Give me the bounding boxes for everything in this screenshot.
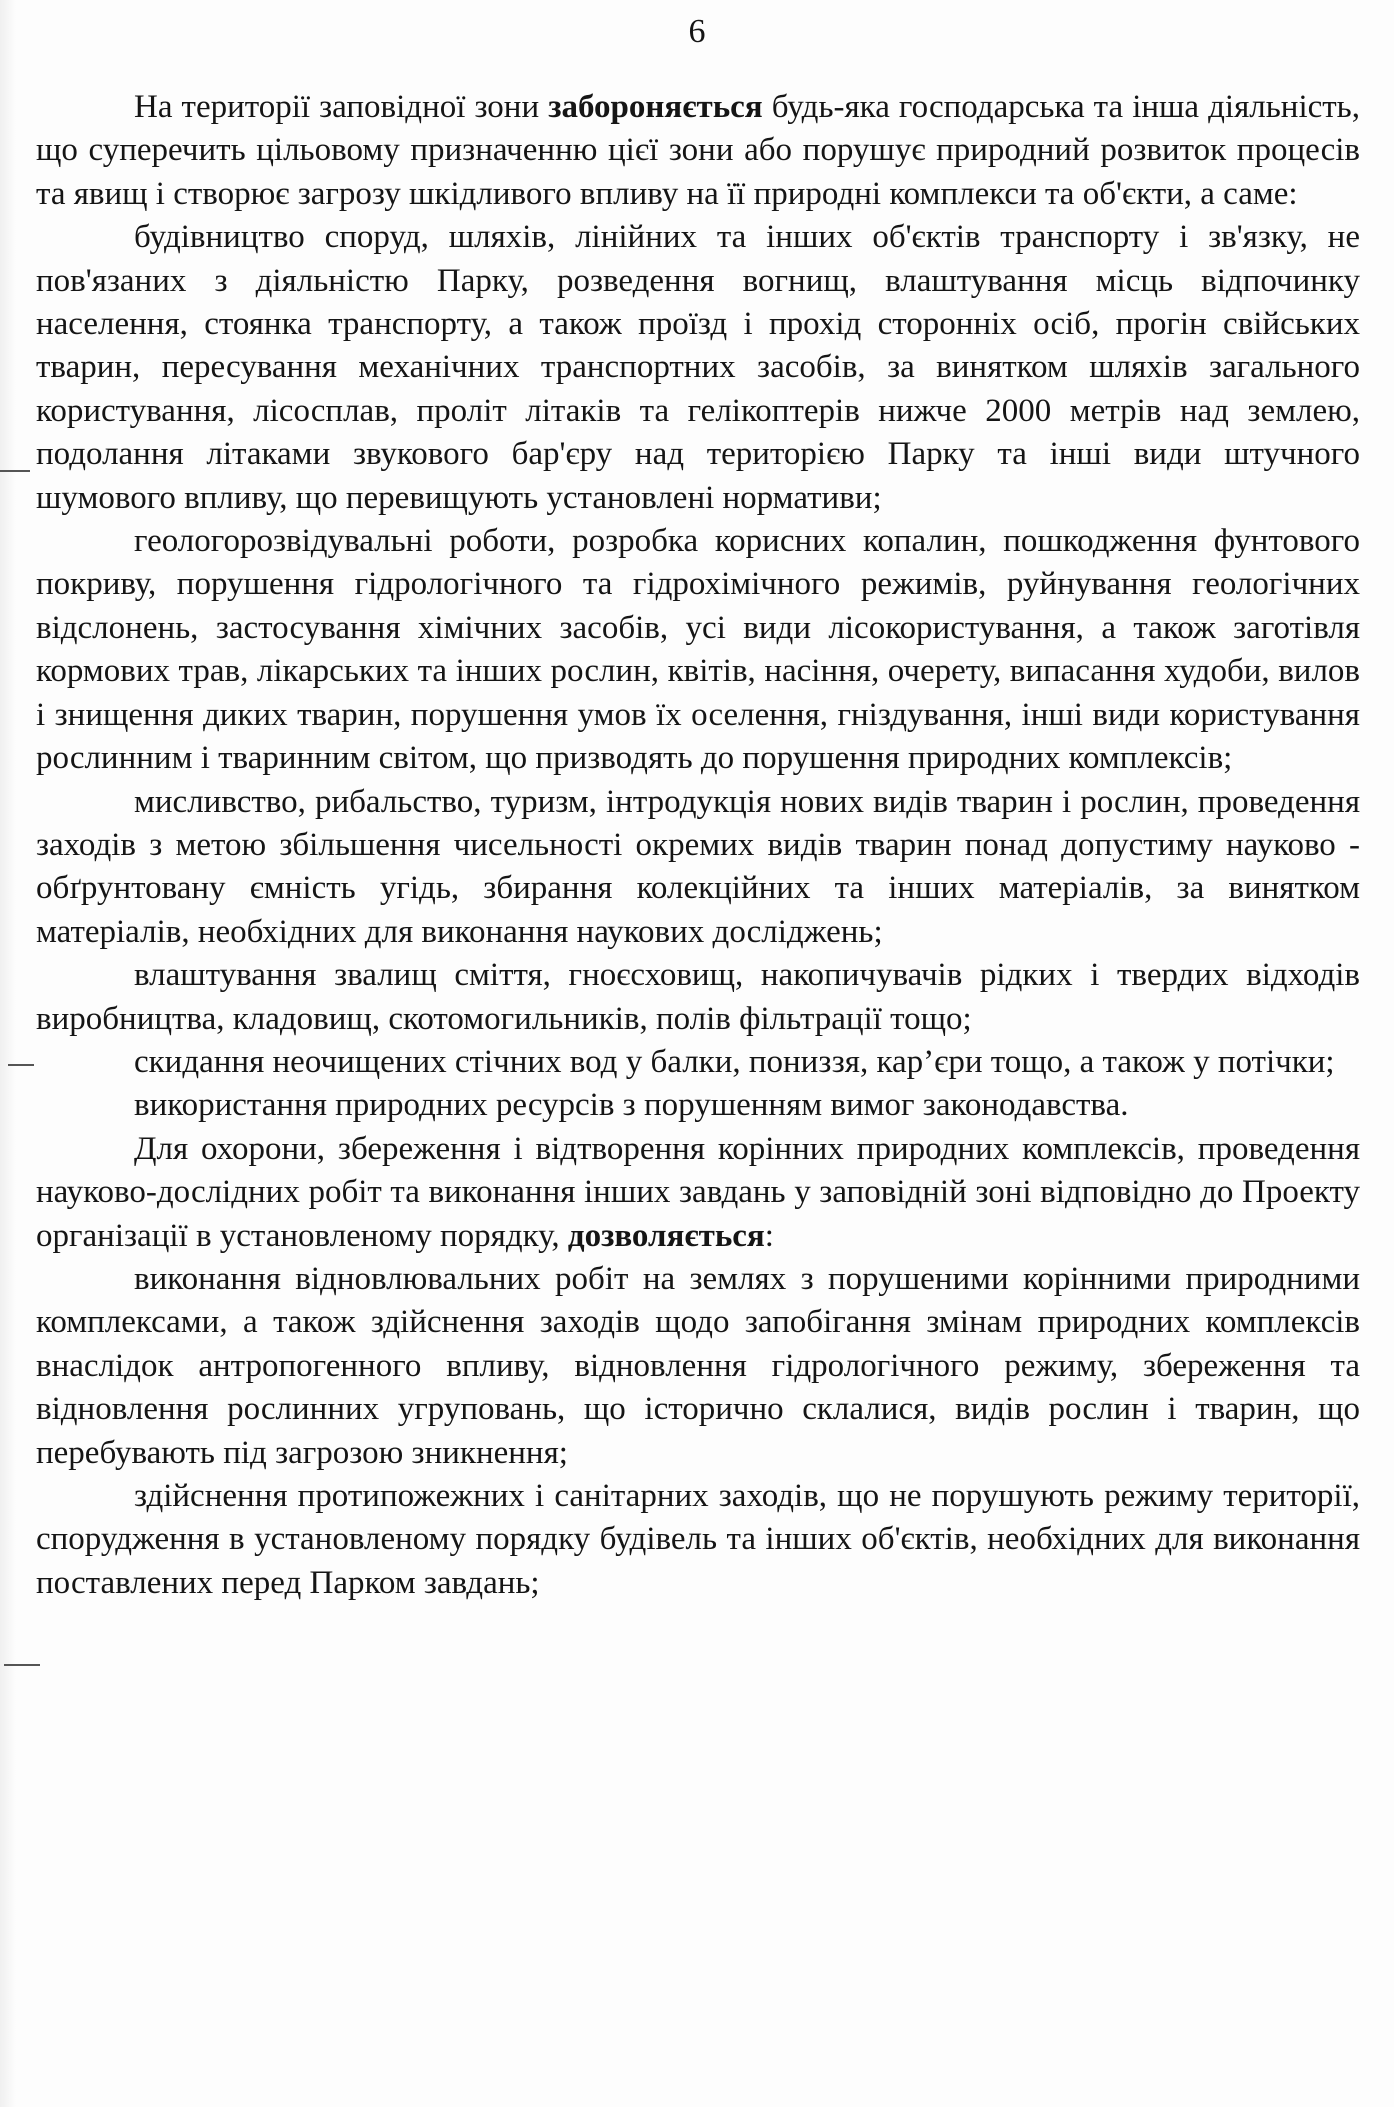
- paragraph-geology: геологорозвідувальні роботи, розробка корисних копалин, пошкодження фунтового покриву, порушення гідрологічного та гідрохімічного режимів, руйнування геологічних відслонень, застосування хімічних засобів, усі види лісокористування, а також заготівля кормових трав, лікарських та інших рослин, квітів, насіння, очерету, випасання худоби, вилов і знищення диких тварин, порушення умов їх оселення, гніздування, інші види користування рослинним і тваринним світом, що призводять до порушення природних комплексів;: [36, 523, 1360, 777]
- paragraph-hunting: мисливство, рибальство, туризм, інтродукція нових видів тварин і рослин, проведення заходів з метою збільшення чисельності окремих видів тварин понад допустиму науково - обґрунтовану ємність угідь, збирання колекційних та інших матеріалів, за винятком матеріалів, необхідних для виконання наукових досліджень;: [36, 783, 1360, 950]
- page-number: 6: [688, 13, 706, 50]
- scan-edge-shadow: [0, 0, 16, 2107]
- paragraph-prohibited-intro: [36, 86, 1360, 216]
- paragraph-restoration: виконання відновлювальних робіт на землях з порушеними корінними природними комплексами, а також здійснення заходів щодо запобігання змінам природних комплексів внаслідок антропогенного впливу, відновлення гідрологічного режиму, збереження та відновлення рослинних угруповань, що історично склалися, видів рослин і тварин, що перебувають під загрозою зникнення;: [36, 1260, 1360, 1471]
- scan-mark: [8, 1064, 34, 1066]
- paragraph-text: :: [764, 1217, 774, 1254]
- keyword-prohibited: забороняється: [548, 89, 763, 125]
- paragraph-fire-sanitary: здійснення протипожежних і санітарних заходів, що не порушують режиму території, спорудження в установленому порядку будівель та інших об'єктів, необхідних для виконання поставлених перед Парком завдань;: [36, 1478, 1360, 1601]
- keyword-allowed: дозволяється: [567, 1217, 765, 1254]
- paragraph-resources: використання природних ресурсів з порушенням вимог законодавства.: [134, 1087, 1129, 1124]
- paragraph-sewage: скидання неочищених стічних вод у балки, пониззя, кар’єри тощо, а також у потічки;: [134, 1043, 1335, 1080]
- scan-mark: [4, 1664, 40, 1666]
- paragraph-text: будь-яка господарська та інша діяльність, що суперечить цільовому призначенню цієї зони або порушує природний розвиток процесів та явищ і створює загрозу шкідливого впливу на її природні комплекси та об'єкти, а саме:: [36, 89, 1360, 212]
- document-body: [36, 86, 1360, 1605]
- scan-mark: [0, 470, 30, 472]
- paragraph-text: На території заповідної зони: [134, 89, 549, 125]
- paragraph-waste: влаштування звалищ сміття, гноєсховищ, накопичувачів рідких і твердих відходів виробництва, кладовищ, скотомогильників, полів фільтрації тощо;: [36, 957, 1360, 1037]
- paragraph-allowed-intro: [36, 1128, 1360, 1258]
- paragraph-text: Для охорони, збереження і відтворення корінних природних комплексів, проведення науково-дослідних робіт та виконання інших завдань у заповідній зоні відповідно до Проекту організації в установленому порядку,: [36, 1130, 1360, 1254]
- paragraph-construction: будівництво споруд, шляхів, лінійних та інших об'єктів транспорту і зв'язку, не пов'язаних з діяльністю Парку, розведення вогнищ, влаштування місць відпочинку населення, стоянка транспорту, а також проїзд і прохід сторонніх осіб, прогін свійських тварин, пересування механічних транспортних засобів, за винятком шляхів загального користування, лісосплав, проліт літаків та гелікоптерів нижче 2000 метрів над землею, подолання літаками звукового бар'єру над територією Парку та інші види штучного шумового впливу, що перевищують установлені нормативи;: [36, 219, 1360, 516]
